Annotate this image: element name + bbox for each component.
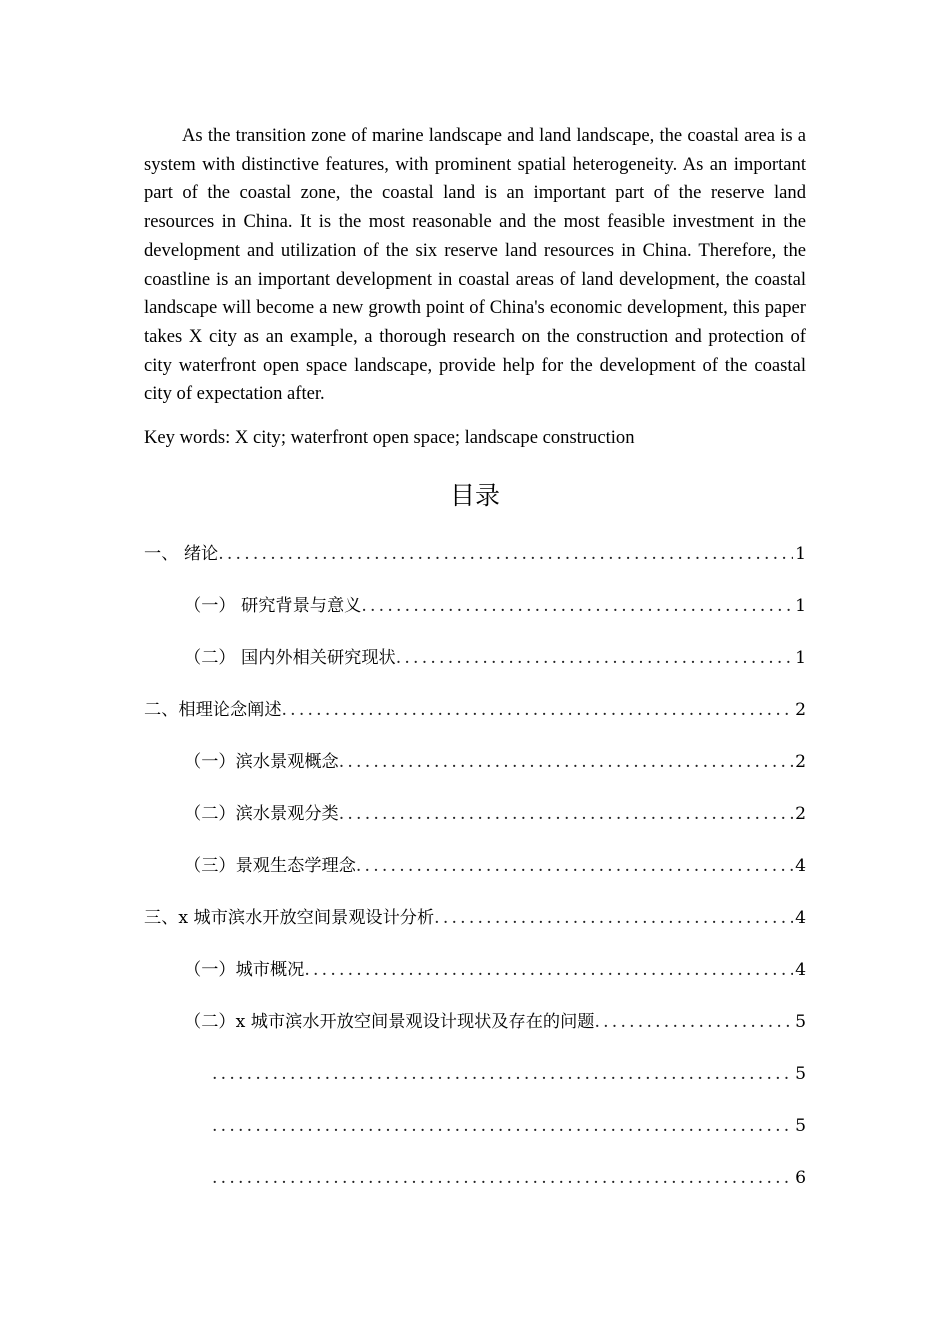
dot-leader xyxy=(282,694,794,726)
toc-page-number: 2 xyxy=(795,804,806,824)
dot-leader xyxy=(218,538,793,570)
toc-entry-label: （二）x 城市滨水开放空间景观设计现状及存在的问题 xyxy=(184,1012,595,1032)
dot-leader xyxy=(594,1006,793,1038)
toc-entry-3-2-3[interactable] xyxy=(144,1162,806,1214)
toc-page-number: 4 xyxy=(795,908,806,928)
toc-entry-label: （二） 国内外相关研究现状 xyxy=(184,648,396,668)
table-of-contents xyxy=(144,538,806,1214)
toc-entry-3-2-1[interactable] xyxy=(144,1058,806,1110)
toc-entry-label: （三）景观生态学理念 xyxy=(184,856,356,876)
dot-leader xyxy=(339,746,793,778)
toc-entry-2-3[interactable] xyxy=(144,850,806,902)
keywords-line: Key words: X city; waterfront open space; landscape construction xyxy=(144,427,635,448)
dot-leader xyxy=(356,850,793,882)
dot-leader xyxy=(212,1162,793,1194)
toc-page-number: 6 xyxy=(795,1168,806,1188)
toc-entry-label: 一、 绪论 xyxy=(144,544,219,564)
toc-entry-3[interactable] xyxy=(144,902,806,954)
toc-page-number: 1 xyxy=(795,544,806,564)
toc-entry-1[interactable] xyxy=(144,538,806,590)
toc-entry-label: 二、相理论念阐述 xyxy=(144,700,282,720)
toc-entry-2-2[interactable] xyxy=(144,798,806,850)
toc-entry-3-2-2[interactable] xyxy=(144,1110,806,1162)
dot-leader xyxy=(212,1058,793,1090)
toc-entry-label: 三、x 城市滨水开放空间景观设计分析 xyxy=(144,908,435,928)
toc-entry-1-1[interactable] xyxy=(144,590,806,642)
toc-title: 目录 xyxy=(449,481,500,510)
toc-entry-2[interactable] xyxy=(144,694,806,746)
dot-leader xyxy=(212,1110,793,1142)
toc-page-number: 5 xyxy=(795,1012,806,1032)
toc-entry-3-2[interactable] xyxy=(144,1006,806,1058)
toc-entry-label: （一）滨水景观概念 xyxy=(184,752,339,772)
dot-leader xyxy=(396,642,793,674)
toc-page-number: 1 xyxy=(795,648,806,668)
toc-page-number: 1 xyxy=(795,596,806,616)
toc-entry-2-1[interactable] xyxy=(144,746,806,798)
toc-page-number: 2 xyxy=(795,752,806,772)
dot-leader xyxy=(304,954,793,986)
dot-leader xyxy=(361,590,793,622)
toc-entry-label: （一） 研究背景与意义 xyxy=(184,596,362,616)
toc-page-number: 4 xyxy=(795,960,806,980)
toc-page-number: 4 xyxy=(795,856,806,876)
toc-entry-3-1[interactable] xyxy=(144,954,806,1006)
toc-page-number: 2 xyxy=(795,700,806,720)
toc-page-number: 5 xyxy=(795,1064,806,1084)
abstract-paragraph: As the transition zone of marine landscape and land landscape, the coastal area is a system with distinctive features, with prominent spatial heterogeneity. As an important part of the coastal zone, the coastal land is an important part of the reserve land resources in China. It is the most reasonable and the most feasible investment in the development and utilization of the six reserve land resources in China. Therefore, the coastline is an important development in coastal areas of land development, the coastal landscape will become a new growth point of China's economic development, this paper takes X city as an example, a thorough research on the construction and protection of city waterfront open space landscape, provide help for the development of the coastal city of expectation after. xyxy=(144,125,806,405)
toc-entry-label: （二）滨水景观分类 xyxy=(184,804,339,824)
toc-entry-1-2[interactable] xyxy=(144,642,806,694)
toc-entry-label: （一）城市概况 xyxy=(184,960,305,980)
dot-leader xyxy=(339,798,793,830)
toc-page-number: 5 xyxy=(795,1116,806,1136)
dot-leader xyxy=(434,902,793,934)
